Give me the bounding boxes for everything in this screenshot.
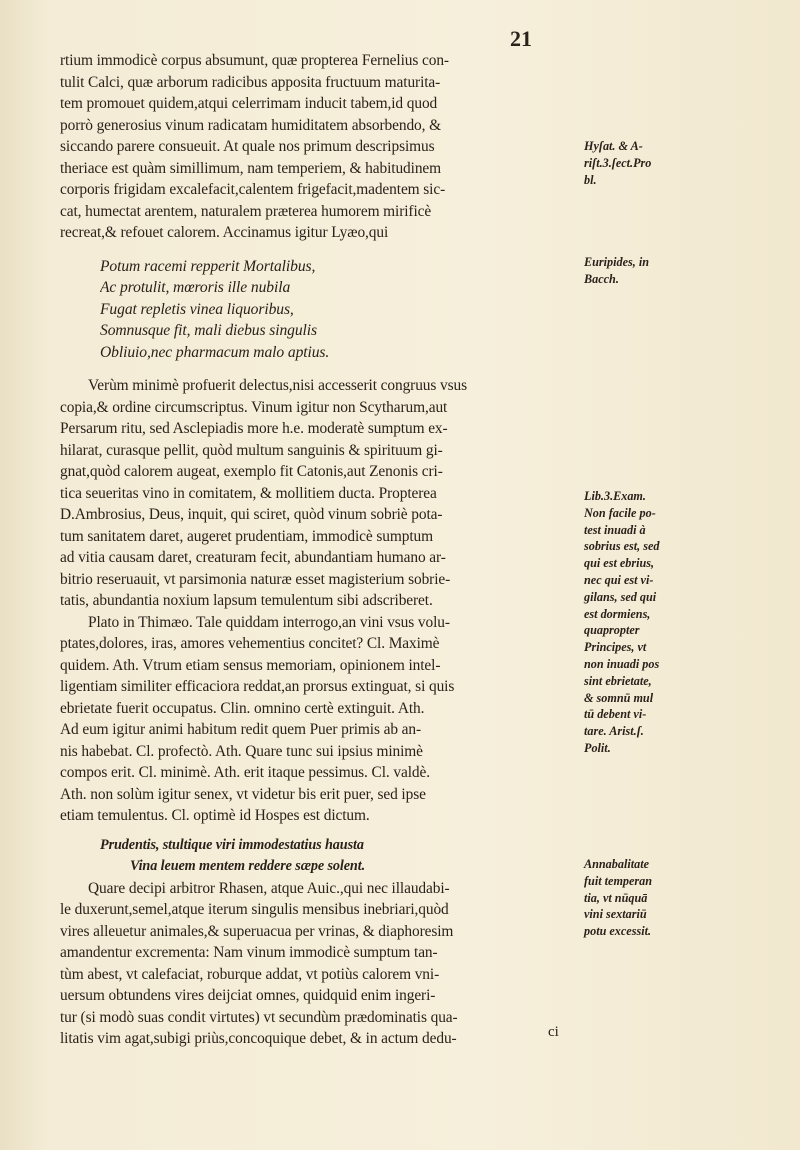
text-line: tatis, abundantia noxium lapsum temulentum sibi adscriberet.	[60, 592, 433, 609]
margin-line: riſt.3.ſect.Pro	[584, 155, 652, 170]
margin-line: Annabalitate	[584, 857, 650, 871]
text-line: Ad eum igitur animi habitum redit quem Puer primis ab an-	[60, 721, 422, 738]
margin-line: gilans, sed qui	[584, 589, 657, 604]
margin-line: Lib.3.Exam.	[584, 489, 646, 503]
margin-line: fuit temperan	[584, 873, 653, 888]
margin-line: tū debent vi-	[584, 707, 647, 722]
margin-line: Non facile po-	[584, 505, 656, 520]
margin-line: potu excessit.	[584, 924, 652, 939]
text-line: etiam temulentus. Cl. optimè id Hospes est dictum.	[60, 807, 370, 824]
main-text-column	[60, 50, 580, 1050]
text-line: ad vitia causam daret, creaturam fecit, abundantiam humano ar-	[60, 549, 446, 566]
margin-line: bl.	[584, 172, 597, 187]
margin-note-hyfat	[584, 138, 704, 188]
text-line: cat, humectat arentem, naturalem præterea humorem mirificè	[60, 202, 432, 220]
margin-line: sobrius est, sed	[584, 539, 660, 554]
verse-line: Prudentis, stultique viri immodestatius hausta	[100, 836, 364, 853]
text-line: D.Ambrosius, Deus, inquit, qui sciret, quòd vinum sobriè pota-	[60, 506, 443, 523]
margin-line: Euripides, in	[584, 255, 650, 269]
text-line: litatis vim agat,subigi priùs,concoquique debet, & in actum dedu-	[60, 1030, 457, 1047]
margin-line: tia, vt nūquā	[584, 890, 648, 905]
text-line: copia,& ordine circumscriptus. Vinum igitur non Scytharum,aut	[60, 398, 448, 416]
margin-line: test inuadi à	[584, 522, 646, 537]
text-line: compos erit. Cl. minimè. Ath. erit itaque pessimus. Cl. valdè.	[60, 764, 430, 781]
text-line: vires alleuetur animales,& superuacua per vrinas, & diaphoresim	[60, 922, 454, 940]
verse-line: Fugat repletis vinea liquoribus,	[100, 300, 294, 318]
margin-line: sint ebrietate,	[584, 673, 652, 688]
text-line: Plato in Thimæo. Tale quiddam interrogo,an vini vsus volu-	[88, 613, 450, 631]
text-line: Verùm minimè profuerit delectus,nisi accesserit congruus vsus	[88, 377, 467, 394]
paragraph-quare	[60, 878, 580, 1050]
margin-line: non inuadi pos	[584, 656, 660, 671]
text-line: Ath. non solùm igitur senex, vt videtur bis erit puer, sed ipse	[60, 785, 426, 803]
margin-line: est dormiens,	[584, 606, 651, 621]
paragraph-verum	[60, 375, 580, 612]
margin-line: tare. Arist.ſ.	[584, 724, 644, 739]
text-line: quidem. Ath. Vtrum etiam sensus memoriam, opinionem intel-	[60, 656, 441, 674]
text-line: siccando parere consueuit. At quale nos primum descripsimus	[60, 138, 435, 155]
text-line: Persarum ritu, sed Asclepiadis more h.e. moderatè sumptum ex-	[60, 420, 448, 437]
paragraph-plato	[60, 612, 580, 827]
text-line: ligentiam similiter efficaciora reddat,an prorsus extinguat, si quis	[60, 678, 455, 695]
margin-line: Hyſat. & A-	[584, 139, 643, 153]
text-line: nis habebat. Cl. profectò. Ath. Quare tunc sui ipsius minimè	[60, 742, 423, 760]
text-line: gnat,quòd calorem augeat, exemplo fit Catonis,aut Zenonis cri-	[60, 463, 443, 480]
margin-line: Polit.	[584, 740, 611, 755]
verse-line: Obliuio,nec pharmacum malo aptius.	[100, 343, 330, 361]
text-line: tulit Calci, quæ arborum radicibus apposita fructuum maturita-	[60, 73, 441, 91]
page-number: 21	[510, 26, 532, 51]
verse-euripides	[60, 256, 580, 364]
verse-line: Potum racemi repperit Mortalibus,	[100, 257, 316, 275]
margin-line: qui est ebrius,	[584, 556, 655, 571]
margin-note-euripides	[584, 254, 704, 288]
text-line: corporis frigidam excalefacit,calentem frigefacit,madentem sic-	[60, 181, 446, 198]
text-line: tùm abest, vt calefaciat, roburque addat, vt potiùs calorem vni-	[60, 965, 440, 983]
text-line: uersum obtundens vires deijciat omnes, quidquid enim ingeri-	[60, 987, 436, 1004]
text-line: hilarat, curasque pellit, quòd multum sanguinis & spirituum gi-	[60, 441, 443, 459]
text-line: rtium immodicè corpus absumunt, quæ propterea Fernelius con-	[60, 52, 449, 69]
paragraph-fernelius	[60, 50, 580, 244]
text-line: theriace est quàm simillimum, nam temperiem, & habitudinem	[60, 159, 442, 177]
margin-line: quapropter	[584, 623, 640, 638]
verse-couplet	[60, 835, 580, 878]
margin-line: & somnū mul	[584, 690, 654, 705]
verse-line: Vina leuem mentem reddere sæpe solent.	[130, 858, 366, 874]
margin-line: Bacch.	[584, 271, 619, 286]
margin-note-ambrosius	[584, 488, 704, 757]
margin-line: vini sextariū	[584, 907, 647, 922]
text-line: tum sanitatem daret, augeret prudentiam, immodicè sumptum	[60, 527, 433, 545]
text-line: amandentur excrementa: Nam vinum immodicè sumptum tan-	[60, 944, 438, 961]
text-line: bitrio reseruauit, vt parsimonia naturæ esset magisterium sobrie-	[60, 570, 451, 588]
verse-line: Ac protulit, mœroris ille nubila	[100, 279, 291, 296]
text-line: ptates,dolores, iras, amores vehementius concitet? Cl. Maximè	[60, 635, 440, 652]
verse-line: Somnusque fit, mali diebus singulis	[100, 322, 317, 339]
margin-note-annibal	[584, 856, 704, 940]
text-line: ebrietate fuerit occupatus. Clin. omnino certè extinguit. Ath.	[60, 699, 425, 717]
margin-line: Principes, vt	[584, 640, 647, 655]
text-line: le duxerunt,semel,atque iterum singulis mensibus inebriari,quòd	[60, 901, 449, 918]
text-line: tica seueritas vino in comitatem, & mollitiem ducta. Propterea	[60, 484, 437, 502]
text-line: Quare decipi arbitror Rhasen, atque Auic.,qui nec illaudabi-	[88, 879, 450, 897]
catchword: ci	[548, 1024, 559, 1040]
text-line: porrò generosius vinum radicatam humiditatem absorbendo, &	[60, 116, 442, 134]
text-line: tem promouet quidem,atqui celerrimam inducit tabem,id quod	[60, 95, 438, 112]
margin-line: nec qui est vi-	[584, 572, 654, 587]
text-line: recreat,& refouet calorem. Accinamus igitur Lyæo,qui	[60, 224, 389, 241]
text-line: tur (si modò suas condit virtutes) vt secundùm prædominatis qua-	[60, 1008, 458, 1026]
